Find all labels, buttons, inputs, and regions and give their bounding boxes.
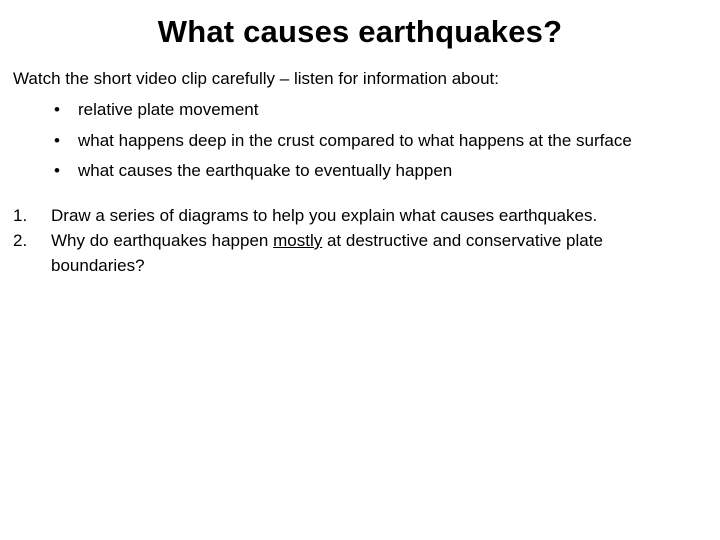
question-text: Draw a series of diagrams to help you explain what causes earthquakes. bbox=[51, 206, 598, 225]
question-item bbox=[13, 203, 703, 228]
question-number: 1. bbox=[13, 206, 28, 225]
question-item bbox=[13, 228, 703, 278]
intro-text: Watch the short video clip carefully – listen for information about: bbox=[13, 69, 499, 88]
emphasis-word: mostly bbox=[273, 231, 323, 250]
bullet-icon: • bbox=[54, 130, 60, 150]
question-number: 2. bbox=[13, 231, 28, 250]
bullet-icon: • bbox=[54, 161, 60, 180]
bullet-text: relative plate movement bbox=[78, 100, 259, 119]
bullet-item bbox=[54, 130, 632, 152]
question-text bbox=[51, 228, 671, 278]
bullet-text: what happens deep in the crust compared to what happens at the surface bbox=[78, 130, 632, 150]
slide-title: What causes earthquakes? bbox=[157, 14, 563, 49]
question-text-start: Why do earthquakes happen bbox=[51, 231, 274, 250]
question-list bbox=[13, 203, 703, 278]
bullet-text: what causes the earthquake to eventually happen bbox=[78, 161, 453, 180]
bullet-item bbox=[54, 99, 632, 121]
question-text-end: at destructive and conservative plate boundaries? bbox=[51, 231, 603, 275]
bullet-item bbox=[54, 160, 632, 182]
bullet-list bbox=[54, 99, 632, 191]
bullet-icon: • bbox=[54, 100, 60, 119]
